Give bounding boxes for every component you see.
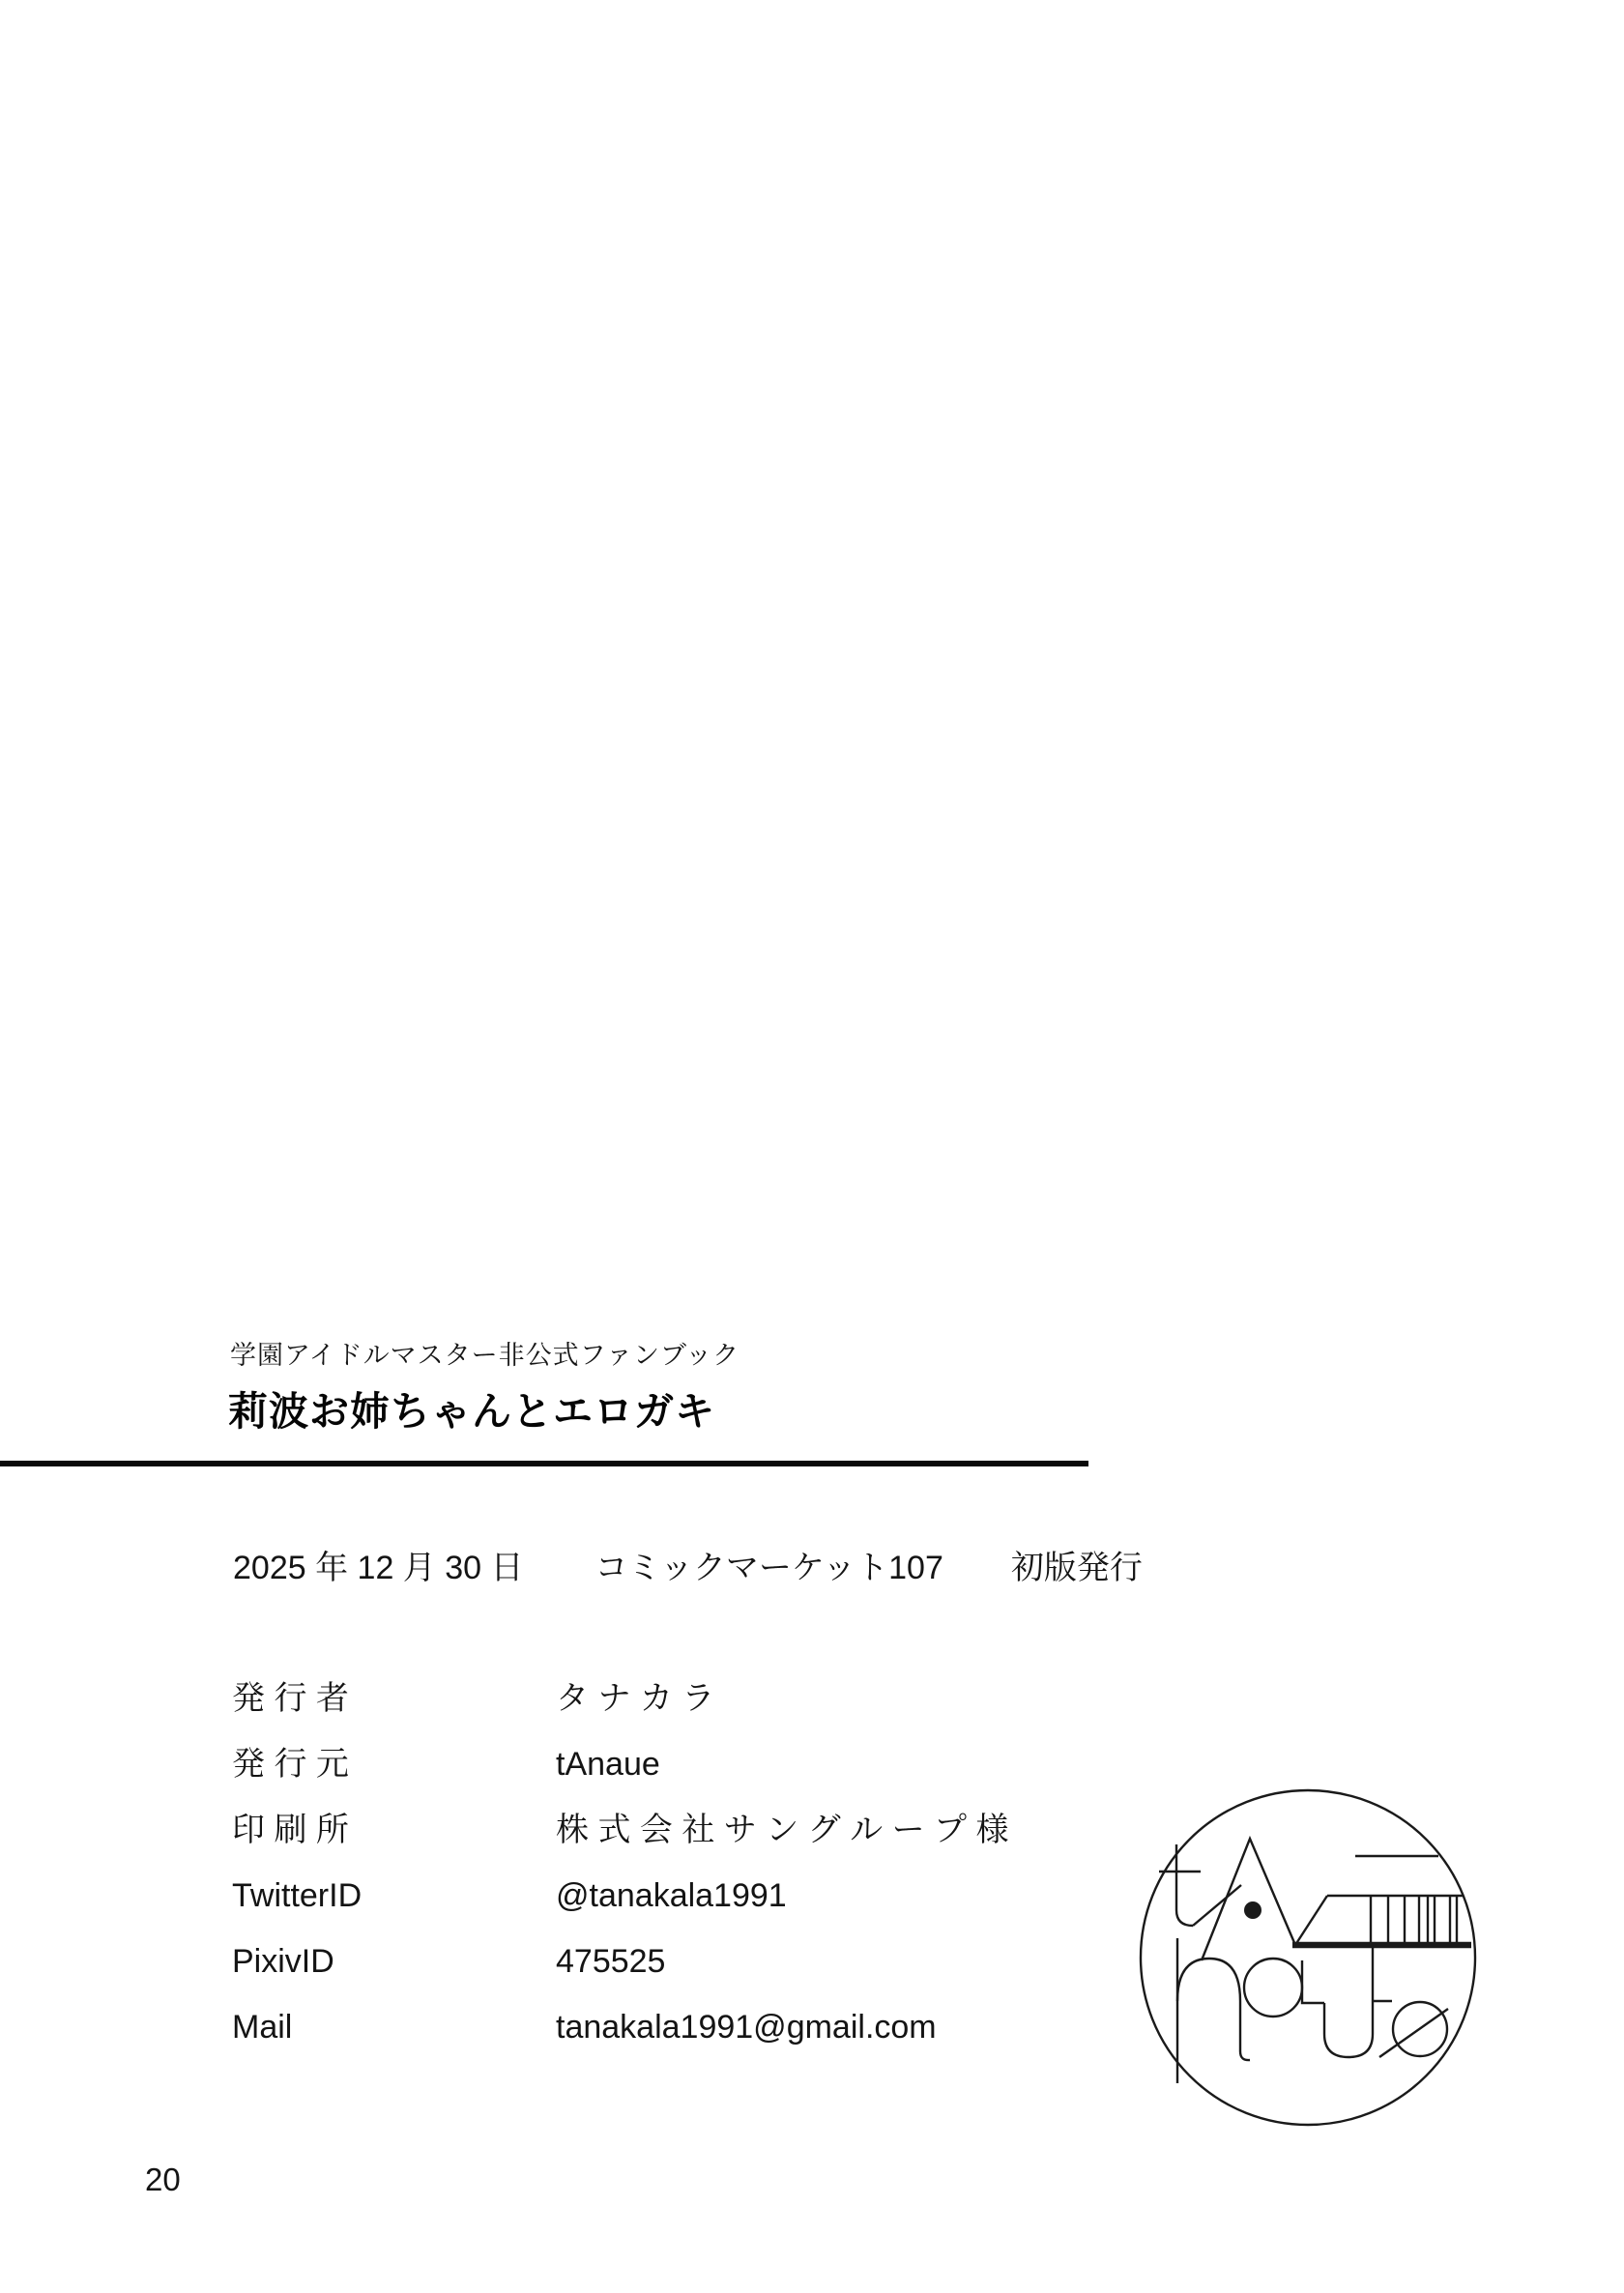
info-row-twitter bbox=[232, 1879, 1102, 1912]
logo-a-bowl bbox=[1244, 1959, 1302, 2017]
info-row-circle bbox=[232, 1748, 1102, 1781]
event-name: コミックマーケット107 bbox=[594, 1550, 943, 1586]
logo-a-stem bbox=[1302, 1960, 1324, 2003]
page-number: 20 bbox=[145, 2162, 181, 2197]
info-row-publisher bbox=[232, 1682, 1102, 1715]
series-note: 学園アイドルマスター非公式ファンブック bbox=[230, 1341, 740, 1370]
logo-u bbox=[1324, 1945, 1373, 2057]
edition-note: 初版発行 bbox=[1010, 1550, 1143, 1586]
book-title: 莉波お姉ちゃんとエロガキ bbox=[228, 1389, 715, 1434]
colophon-info-table bbox=[232, 1682, 1102, 2076]
logo-a-dot bbox=[1244, 1901, 1262, 1919]
info-label: TwitterID bbox=[232, 1877, 362, 1914]
tanaue-logo-drawing bbox=[1131, 1779, 1489, 2136]
info-label: PixivID bbox=[232, 1943, 334, 1980]
info-label: 発 行 者 bbox=[232, 1680, 349, 1717]
info-value: tanakala1991@gmail.com bbox=[556, 2009, 937, 2046]
logo-n-arch bbox=[1177, 1959, 1250, 2060]
info-row-printer bbox=[232, 1814, 1102, 1846]
tanaue-circle-logo bbox=[1131, 1779, 1489, 2136]
info-row-mail bbox=[232, 2011, 1102, 2044]
publication-date-line bbox=[233, 1551, 1143, 1586]
info-value: tAnaue bbox=[556, 1746, 660, 1783]
divider-rule bbox=[0, 1461, 1088, 1466]
logo-comb-teeth bbox=[1371, 1896, 1457, 1945]
info-label: Mail bbox=[232, 2009, 293, 2046]
info-value: 株 式 会 社 サ ン グ ル ー プ 様 bbox=[556, 1812, 1009, 1848]
info-row-pixiv bbox=[232, 1945, 1102, 1978]
logo-comb-left-diagonal bbox=[1295, 1896, 1327, 1945]
publication-date: 2025 年 12 月 30 日 bbox=[233, 1550, 524, 1586]
logo-a-triangle bbox=[1202, 1839, 1295, 1960]
logo-outer-circle bbox=[1141, 1790, 1475, 2125]
logo-t-stem bbox=[1176, 1844, 1193, 1926]
info-value: @tanakala1991 bbox=[556, 1877, 787, 1914]
info-value: タ ナ カ ラ bbox=[556, 1680, 715, 1717]
info-value: 475525 bbox=[556, 1943, 666, 1980]
info-label: 印 刷 所 bbox=[232, 1812, 349, 1848]
info-label: 発 行 元 bbox=[232, 1746, 349, 1783]
